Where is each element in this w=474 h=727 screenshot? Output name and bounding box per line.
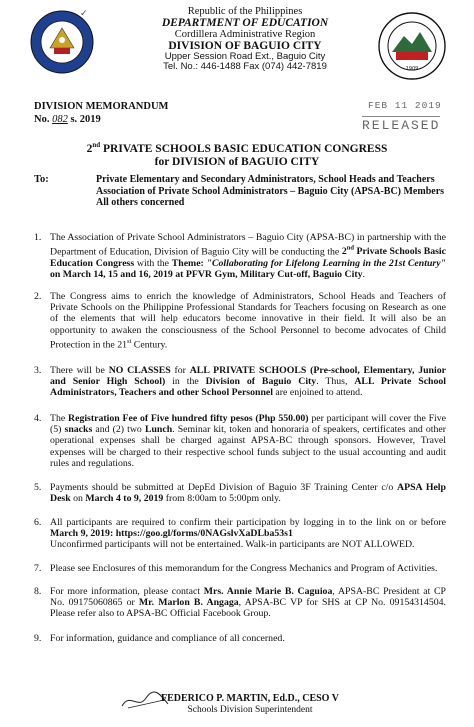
memo-label	[34, 100, 168, 126]
seal-year: 1909	[405, 66, 419, 72]
header-contact: Tel. No.: 446-1488 Fax (074) 442-7819	[163, 61, 327, 72]
header-republic: Republic of the Philippines	[187, 6, 303, 17]
header-department: DEPARTMENT OF EDUCATION	[161, 16, 329, 29]
stamp-status: RELEASED	[362, 118, 441, 133]
signatory-name: FEDERICO P. MARTIN, Ed.D., CESO V	[160, 693, 339, 704]
registration-link[interactable]: https://goo.gl/forms/0NAGslvXaDLba53s1	[115, 528, 293, 540]
to-label: To:	[34, 174, 49, 185]
memo-number-value: 082	[52, 114, 68, 125]
memorandum-page: ✓ 1909 Republic of the Philippines DEPARTMENT OF EDUCATION Cordillera Administrative Region DIVISION OF BAGUIO CITY Upper Session Road Ext., Baguio City Tel. No.: 446-1488 Fax (074) 442-7819 FEB 11 2019 RELEASED DIVISION MEMORANDUM No. 082 s. 2019 2nd PRIVATE SCHOOLS BASIC EDUCATION CONGRESS for DIVISION of BAGUIO CITY To: Private Elementary and Secondary Administrators, School Heads and Teachers Association of Private School Administrators – Baguio City (APSA-BC) Members All others concerned 1. The Association of Private School Administrators – Baguio City (APSA-BC) in partnership with the Department of Education, Division of Baguio City will be conducting the 2nd Private Schools Basic Education Congress with the Theme: "Collaborating for Lifelong Learning in the 21st Century" on March 14, 15 and 16, 2019 at PFVR Gym, Military Cut-off, Baguio City. 2. The Congress aims to enrich the knowledge of Administrators, School Heads and Teachers of Private Schools on the Philippine Professional Standards for Teachers focusing on Research as one of the elements that will help educators become innovative in their field. It will also be an opportunity to awaken the consciousness of the School Personnel to become advocates of Child Protection in the 21st Century. 3. There will be NO CLASSES for ALL PRIVATE SCHOOLS (Pre-school, Elementary, Junior and Senior High School) in the Division of Baguio City. Thus, ALL Private School Administrators, Teachers and other School Personnel are enjoined to attend. 4. The Registration Fee of Five hundred fifty pesos (Php 550.00) per participant will cover the Five (5) snacks and (2) two Lunch. Seminar kit, token and honoraria of speakers, certificates and other operational expenses shall be charged against APSA-BC through sponsors. However, Travel expenses will be charged to their respective school funds subject to the usual accounting and audit rules and regulations. 5. Payments should be submitted at DepEd Division of Baguio 3F Training Center c/o APSA Help Desk on March 4 to 9, 2019 from 8:00am to 5:00pm only. 6. All participants are required to confirm their participation by logging in to the link on or before March 9, 2019: https://goo.gl/forms/0NAGslvXaDLba53s1 Unconfirmed participants will not be entertained. Walk-in participants are NOT ALLOWED. 7. Please see Enclosures of this memorandum for the Congress Mechanics and Program of Activities. 8. For more information, please contact Mrs. Annie Marie B. Caguioa, APSA-BC President at CP No. 09175060865 or Mr. Marlon B. Angaga, APSA-BC VP for SHS at CP No. 09154314504. Please refer also to APSA-BC Official Facebook Group. 9. For information, guidance and compliance of all concerned. FEDERICO P. MARTIN, Ed.D., CESO V Schools Division Superintendent	[0, 0, 474, 727]
memo-title: 2nd PRIVATE SCHOOLS BASIC EDUCATION CONGRESS for DIVISION of BAGUIO CITY	[86, 141, 388, 168]
released-stamp	[352, 96, 464, 134]
check-mark: ✓	[80, 8, 88, 18]
header-region: Cordillera Administrative Region	[174, 29, 316, 40]
signatory-title: Schools Division Superintendent	[187, 705, 313, 715]
stamp-date: FEB 11 2019	[368, 100, 442, 111]
header-address: Upper Session Road Ext., Baguio City	[164, 51, 326, 62]
header-division: DIVISION OF BAGUIO CITY	[168, 39, 322, 52]
letterhead	[110, 6, 380, 72]
addressees: Private Elementary and Secondary Administrators, School Heads and Teachers Association of Private School Administrators – Baguio City (APSA-BC) Members All others concerned	[96, 174, 445, 208]
memo-number: No. 082 s. 2019	[34, 114, 101, 125]
memo-heading: DIVISION MEMORANDUM	[34, 101, 169, 112]
baguio-city-seal-icon	[378, 12, 446, 80]
deped-seal-icon	[30, 10, 94, 74]
